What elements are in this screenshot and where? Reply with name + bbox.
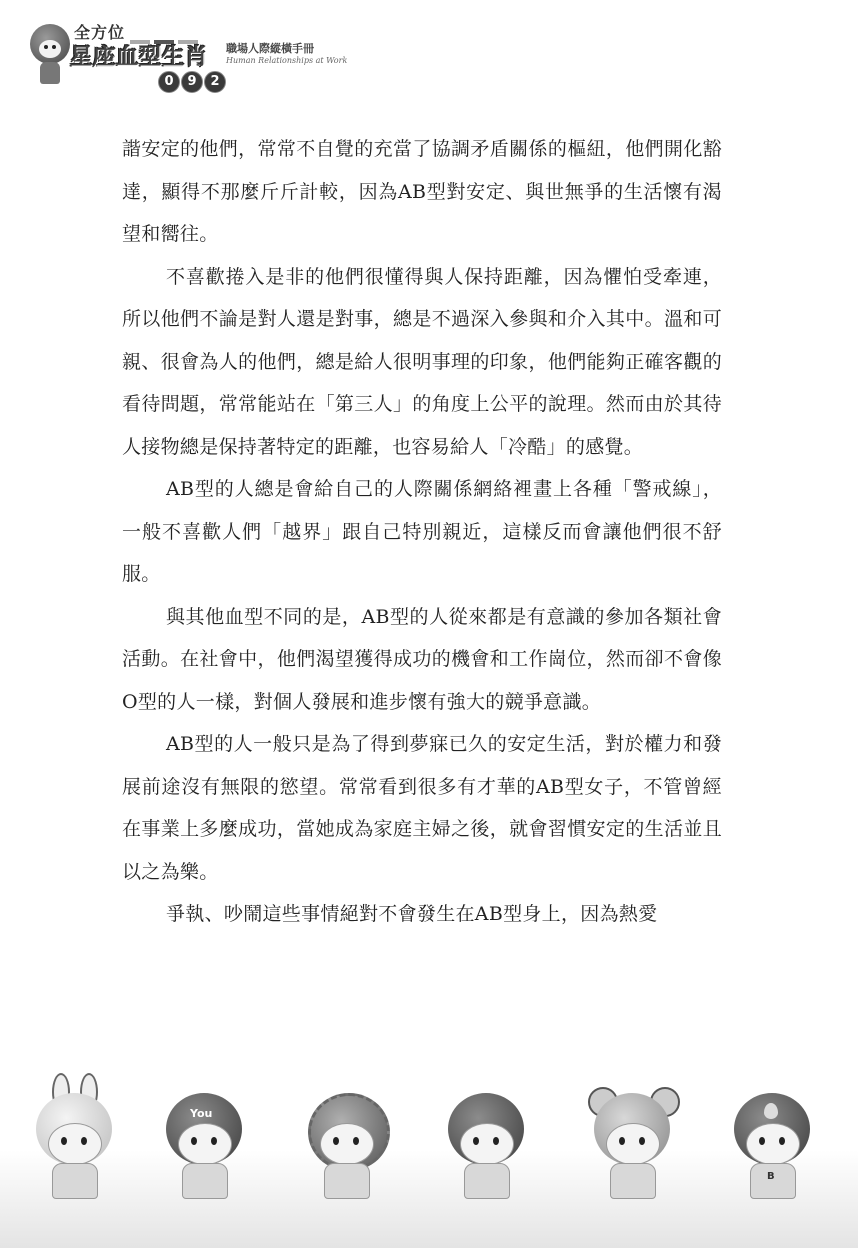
book-title: 星座血型生肖 (70, 45, 209, 70)
you-character-icon (160, 1085, 250, 1200)
paragraph: 諧安定的他們，常常不自覺的充當了協調矛盾關係的樞紐，他們開化豁達，顯得不那麼斤斤計較，因為AB型對安定、與世無爭的生活懷有渴望和嚮往。 (122, 138, 722, 245)
page-digit: 2 (204, 71, 226, 93)
rabbit-character-icon (30, 1085, 120, 1200)
paragraph: 不喜歡捲入是非的他們很懂得與人保持距離，因為懼怕受牽連，所以他們不論是對人還是對事，總是不過深入參與和介入其中。溫和可親、很會為人的他們，總是給人很明事理的印象，他們能夠正確客觀的看待問題，常常能站在「第三人」的角度上公平的說理。然而由於其待人接物總是保持著特定的距離，也容易給人「冷酷」的感覺。 (122, 265, 722, 458)
series-label: 全方位 (74, 23, 126, 42)
footer-characters (0, 1085, 858, 1205)
lion-character-icon (302, 1085, 392, 1200)
page-digit: 9 (181, 71, 203, 93)
mascot-logo-icon (30, 24, 70, 64)
boy-character-icon (442, 1085, 532, 1200)
paragraph: 爭執、吵鬧這些事情絕對不會發生在AB型身上，因為熱愛 (166, 903, 658, 925)
paragraph: AB型的人總是會給自己的人際關係網絡裡畫上各種「警戒線」，一般不喜歡人們「越界」跟自己特別親近，這樣反而會讓他們很不舒服。 (122, 478, 722, 585)
blood-drop-character-icon (728, 1085, 818, 1200)
book-subtitle-english: Human Relationships at Work (226, 56, 348, 65)
mouse-character-icon (588, 1085, 678, 1200)
b-label: B (767, 1171, 775, 1182)
page-header (30, 18, 390, 98)
mascot-body (40, 62, 60, 84)
paragraph: 與其他血型不同的是，AB型的人從來都是有意識的參加各類社會活動。在社會中，他們渴望獲得成功的機會和工作崗位，然而卻不會像O型的人一樣，對個人發展和進步懷有強大的競爭意識。 (122, 605, 722, 713)
drop-icon (764, 1103, 778, 1119)
book-subtitle: 職場人際縱橫手冊 (226, 42, 314, 55)
you-label: You (190, 1107, 213, 1120)
paragraph: AB型的人一般只是為了得到夢寐已久的安定生活，對於權力和發展前途沒有無限的慾望。常常看到很多有才華的AB型女子，不管曾經在事業上多麼成功，當她成為家庭主婦之後，就會習慣安定的生活並且以之為樂。 (122, 733, 722, 883)
page-digit: 0 (158, 71, 180, 93)
page-number (158, 70, 227, 93)
body-text (122, 128, 722, 936)
